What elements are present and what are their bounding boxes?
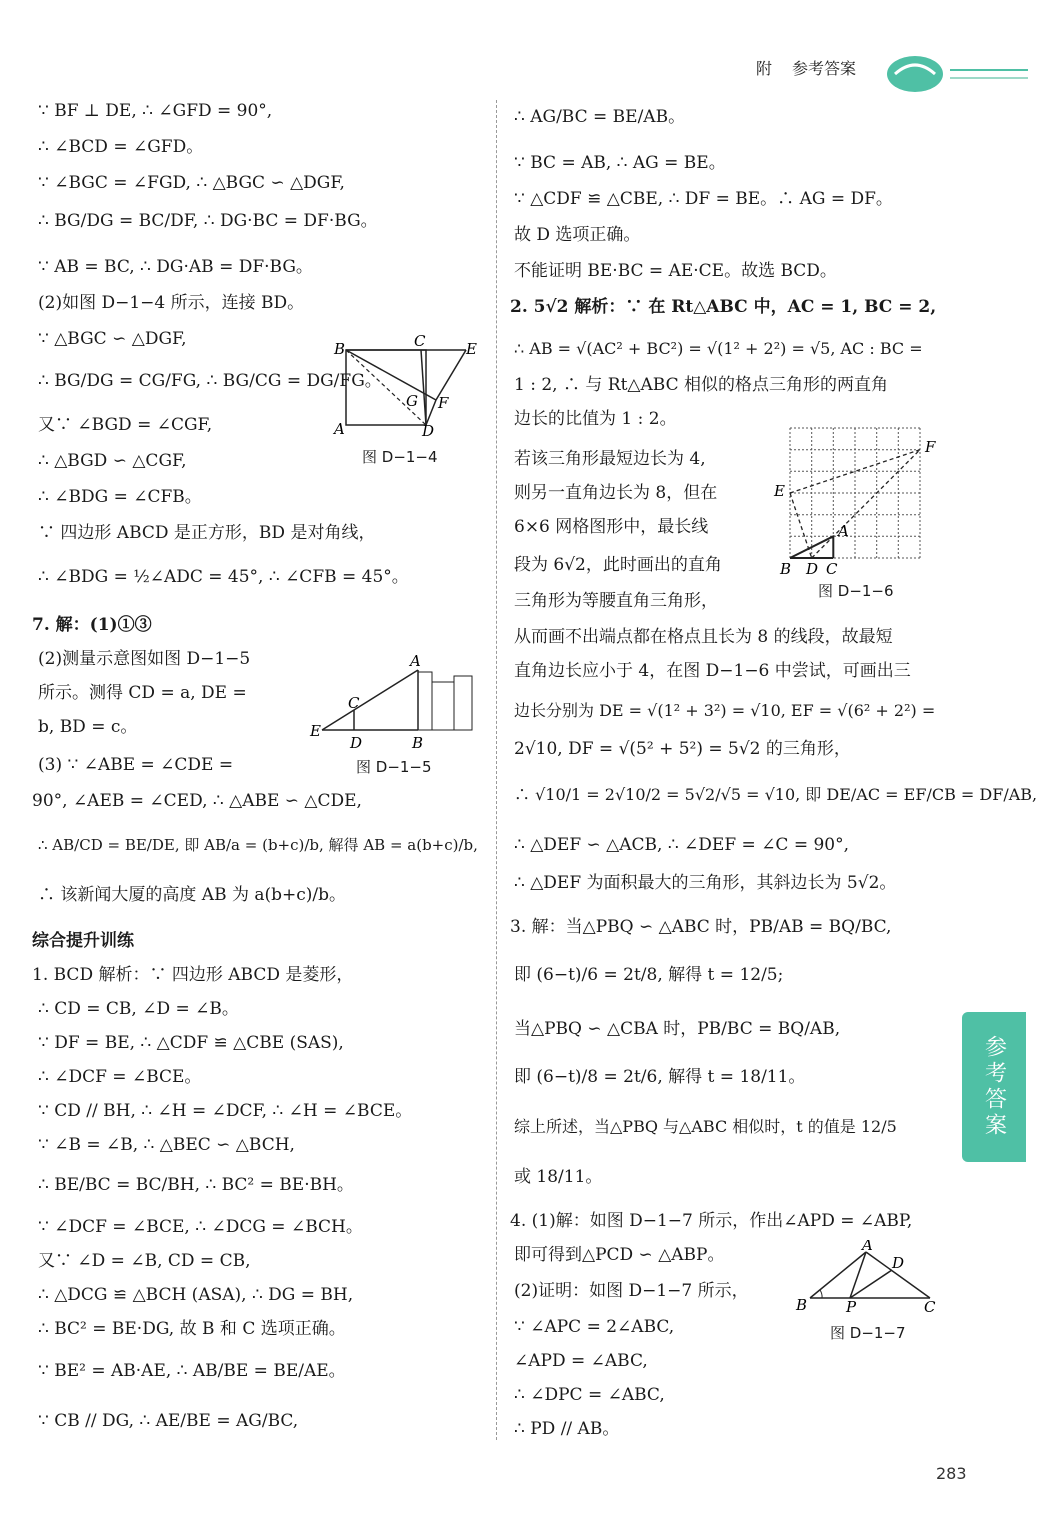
fig-label: C xyxy=(414,332,426,350)
right-line: 2√10, DF = √(5² + 5²) = 5√2 的三角形， xyxy=(514,739,851,759)
right-line: 边长分别为 DE = √(1² + 3²) = √10, EF = √(6² + 2²) = xyxy=(514,701,936,720)
fig-label: D xyxy=(892,1254,905,1272)
left-line: b, BD = c。 xyxy=(38,717,138,737)
right-line: ∵ BC = AB, ∴ AG = BE。 xyxy=(514,153,726,173)
fig-label: E xyxy=(466,340,477,358)
fig-label: A xyxy=(410,652,421,670)
fig-label: F xyxy=(925,438,936,456)
right-line: 1 : 2, ∴ 与 Rt△ABC 相似的格点三角形的两直角 xyxy=(514,375,888,395)
figure-d-1-6 xyxy=(770,420,950,580)
left-line: ∴ △DCG ≌ △BCH (ASA), ∴ DG = BH, xyxy=(38,1285,354,1305)
fig-label: E xyxy=(310,722,321,740)
fig-label: E xyxy=(774,482,785,500)
right-line: 6×6 网格图形中，最长线 xyxy=(514,517,709,537)
left-line: ∵ ∠DCF = ∠BCE, ∴ ∠DCG = ∠BCH。 xyxy=(38,1217,363,1237)
left-line: ∴ CD = CB, ∠D = ∠B。 xyxy=(38,999,239,1019)
fig-label: P xyxy=(846,1298,857,1316)
fig-label: F xyxy=(438,394,449,412)
left-line: ∵ BF ⊥ DE, ∴ ∠GFD = 90°, xyxy=(38,101,273,121)
right-line: ∴ AG/BC = BE/AB。 xyxy=(514,107,686,127)
right-line: 即可得到△PCD ∽ △ABP。 xyxy=(514,1245,725,1265)
left-line: 1. BCD 解析：∵ 四边形 ABCD 是菱形， xyxy=(32,965,354,985)
fig-label: A xyxy=(334,420,345,438)
right-line: 当△PBQ ∽ △CBA 时，PB/BC = BQ/AB, xyxy=(514,1019,841,1039)
right-line: 综上所述，当△PBQ 与△ABC 相似时，t 的值是 12/5 xyxy=(514,1117,897,1136)
left-line: (3) ∵ ∠ABE = ∠CDE = xyxy=(38,755,234,775)
left-line: (2)如图 D−1−4 所示，连接 BD。 xyxy=(38,293,305,313)
left-line: ∴ △BGD ∽ △CGF, xyxy=(38,451,187,471)
fig-label: C xyxy=(348,694,360,712)
left-line: 又∵ ∠BGD = ∠CGF, xyxy=(38,415,213,435)
left-line: 90°, ∠AEB = ∠CED, ∴ △ABE ∽ △CDE, xyxy=(32,791,362,811)
header-section: 附 xyxy=(756,59,773,78)
left-line: 又∵ ∠D = ∠B, CD = CB, xyxy=(38,1251,251,1271)
right-line: 三角形为等腰直角三角形， xyxy=(514,591,718,611)
figure-d-1-4 xyxy=(326,330,486,440)
right-line: 若该三角形最短边长为 4, xyxy=(514,449,706,469)
header-title: 参考答案 xyxy=(792,59,857,78)
left-line: ∵ 四边形 ABCD 是正方形，BD 是对角线， xyxy=(38,523,376,543)
fig-label: B xyxy=(334,340,346,358)
fig-label: C xyxy=(924,1298,936,1316)
fig-label: B xyxy=(412,734,424,752)
left-line: ∴ ∠BDG = ∠CFB。 xyxy=(38,487,202,507)
fig-label: D xyxy=(422,422,435,440)
left-line: (2)测量示意图如图 D−1−5 xyxy=(38,649,251,669)
left-line: ∵ BE² = AB·AE, ∴ AB/BE = BE/AE。 xyxy=(38,1361,346,1381)
side-tab: 参考答案 xyxy=(962,1012,1026,1162)
left-line: ∴ ∠BDG = ½∠ADC = 45°, ∴ ∠CFB = 45°。 xyxy=(38,567,409,587)
left-line: ∵ CB // DG, ∴ AE/BE = AG/BC, xyxy=(38,1411,299,1431)
left-line: ∴ BC² = BE·DG, 故 B 和 C 选项正确。 xyxy=(38,1319,346,1339)
fig-label: A xyxy=(838,522,849,540)
page-number: 283 xyxy=(936,1464,967,1483)
right-line: 从而画不出端点都在格点且长为 8 的线段，故最短 xyxy=(514,627,893,647)
right-line: 3. 解：当△PBQ ∽ △ABC 时，PB/AB = BQ/BC, xyxy=(510,917,892,937)
fig-label: G xyxy=(406,392,418,410)
right-line: ∴ ∠DPC = ∠ABC, xyxy=(514,1385,665,1405)
right-line: ∴ AB = √(AC² + BC²) = √(1² + 2²) = √5, AC : BC = xyxy=(514,339,923,358)
header-logo-icon xyxy=(880,46,1030,96)
right-line: 2. 5√2 解析：∵ 在 Rt△ABC 中，AC = 1, BC = 2, xyxy=(510,297,937,317)
left-line: ∴ ∠BCD = ∠GFD。 xyxy=(38,137,204,157)
left-line: ∵ △BGC ∽ △DGF, xyxy=(38,329,187,349)
figure-caption: 图 D−1−5 xyxy=(356,758,432,776)
right-line: 故 D 选项正确。 xyxy=(514,225,641,245)
left-line: ∴ BG/DG = CG/FG, ∴ BG/CG = DG/FG。 xyxy=(38,371,382,391)
right-line: 则另一直角边长为 8，但在 xyxy=(514,483,718,503)
right-line: 即 (6−t)/8 = 2t/6, 解得 t = 18/11。 xyxy=(514,1067,806,1087)
fig-label: D xyxy=(806,560,819,578)
left-line: ∴ BG/DG = BC/DF, ∴ DG·BC = DF·BG。 xyxy=(38,211,378,231)
right-line: 4. (1)解：如图 D−1−7 所示，作出∠APD = ∠ABP, xyxy=(510,1211,913,1231)
right-line: ∴ △DEF 为面积最大的三角形，其斜边长为 5√2。 xyxy=(514,873,897,893)
right-line: 直角边长应小于 4，在图 D−1−6 中尝试，可画出三 xyxy=(514,661,911,681)
right-line: ∵ △CDF ≌ △CBE, ∴ DF = BE。∴ AG = DF。 xyxy=(514,189,893,209)
fig-label: D xyxy=(350,734,363,752)
section-title: 综合提升训练 xyxy=(32,931,134,951)
right-line: ∴ √10/1 = 2√10/2 = 5√2/√5 = √10, 即 DE/AC = EF/CB = DF/AB, xyxy=(514,785,1038,804)
right-line: ∠APD = ∠ABC, xyxy=(514,1351,648,1371)
fig-label: C xyxy=(826,560,838,578)
right-line: (2)证明：如图 D−1−7 所示， xyxy=(514,1281,749,1301)
right-line: ∴ △DEF ∽ △ACB, ∴ ∠DEF = ∠C = 90°, xyxy=(514,835,850,855)
right-line: ∵ ∠APC = 2∠ABC, xyxy=(514,1317,675,1337)
right-line: 或 18/11。 xyxy=(514,1167,603,1187)
left-line: ∴ 该新闻大厦的高度 AB 为 a(b+c)/b。 xyxy=(38,885,347,905)
left-line: ∵ AB = BC, ∴ DG·AB = DF·BG。 xyxy=(38,257,313,277)
left-line: ∴ ∠DCF = ∠BCE。 xyxy=(38,1067,202,1087)
fig-label: A xyxy=(862,1240,873,1254)
right-line: 不能证明 BE·BC = AE·CE。故选 BCD。 xyxy=(514,261,837,281)
left-line: ∵ ∠BGC = ∠FGD, ∴ △BGC ∽ △DGF, xyxy=(38,173,345,193)
figure-caption: 图 D−1−6 xyxy=(818,582,894,600)
figure-caption: 图 D−1−4 xyxy=(362,448,438,466)
left-line: 7. 解：(1)①③ xyxy=(32,615,152,635)
right-line: 段为 6√2，此时画出的直角 xyxy=(514,555,722,575)
figure-d-1-5 xyxy=(306,652,476,752)
fig-label: B xyxy=(780,560,792,578)
figure-caption: 图 D−1−7 xyxy=(830,1324,906,1342)
left-line: ∵ CD // BH, ∴ ∠H = ∠DCF, ∴ ∠H = ∠BCE。 xyxy=(38,1101,413,1121)
column-divider xyxy=(496,100,497,1440)
figure-d-1-7 xyxy=(790,1240,950,1320)
fig-label: B xyxy=(796,1296,808,1314)
right-line: ∴ PD // AB。 xyxy=(514,1419,620,1439)
left-line: ∵ DF = BE, ∴ △CDF ≌ △CBE (SAS), xyxy=(38,1033,344,1053)
left-line: ∴ BE/BC = BC/BH, ∴ BC² = BE·BH。 xyxy=(38,1175,354,1195)
left-line: ∵ ∠B = ∠B, ∴ △BEC ∽ △BCH, xyxy=(38,1135,295,1155)
left-line: 所示。测得 CD = a, DE = xyxy=(38,683,247,703)
left-line: ∴ AB/CD = BE/DE, 即 AB/a = (b+c)/b, 解得 AB = a(b+c)/b, xyxy=(38,836,478,854)
right-line: 边长的比值为 1 : 2。 xyxy=(514,409,677,429)
right-line: 即 (6−t)/6 = 2t/8, 解得 t = 12/5; xyxy=(514,965,784,985)
